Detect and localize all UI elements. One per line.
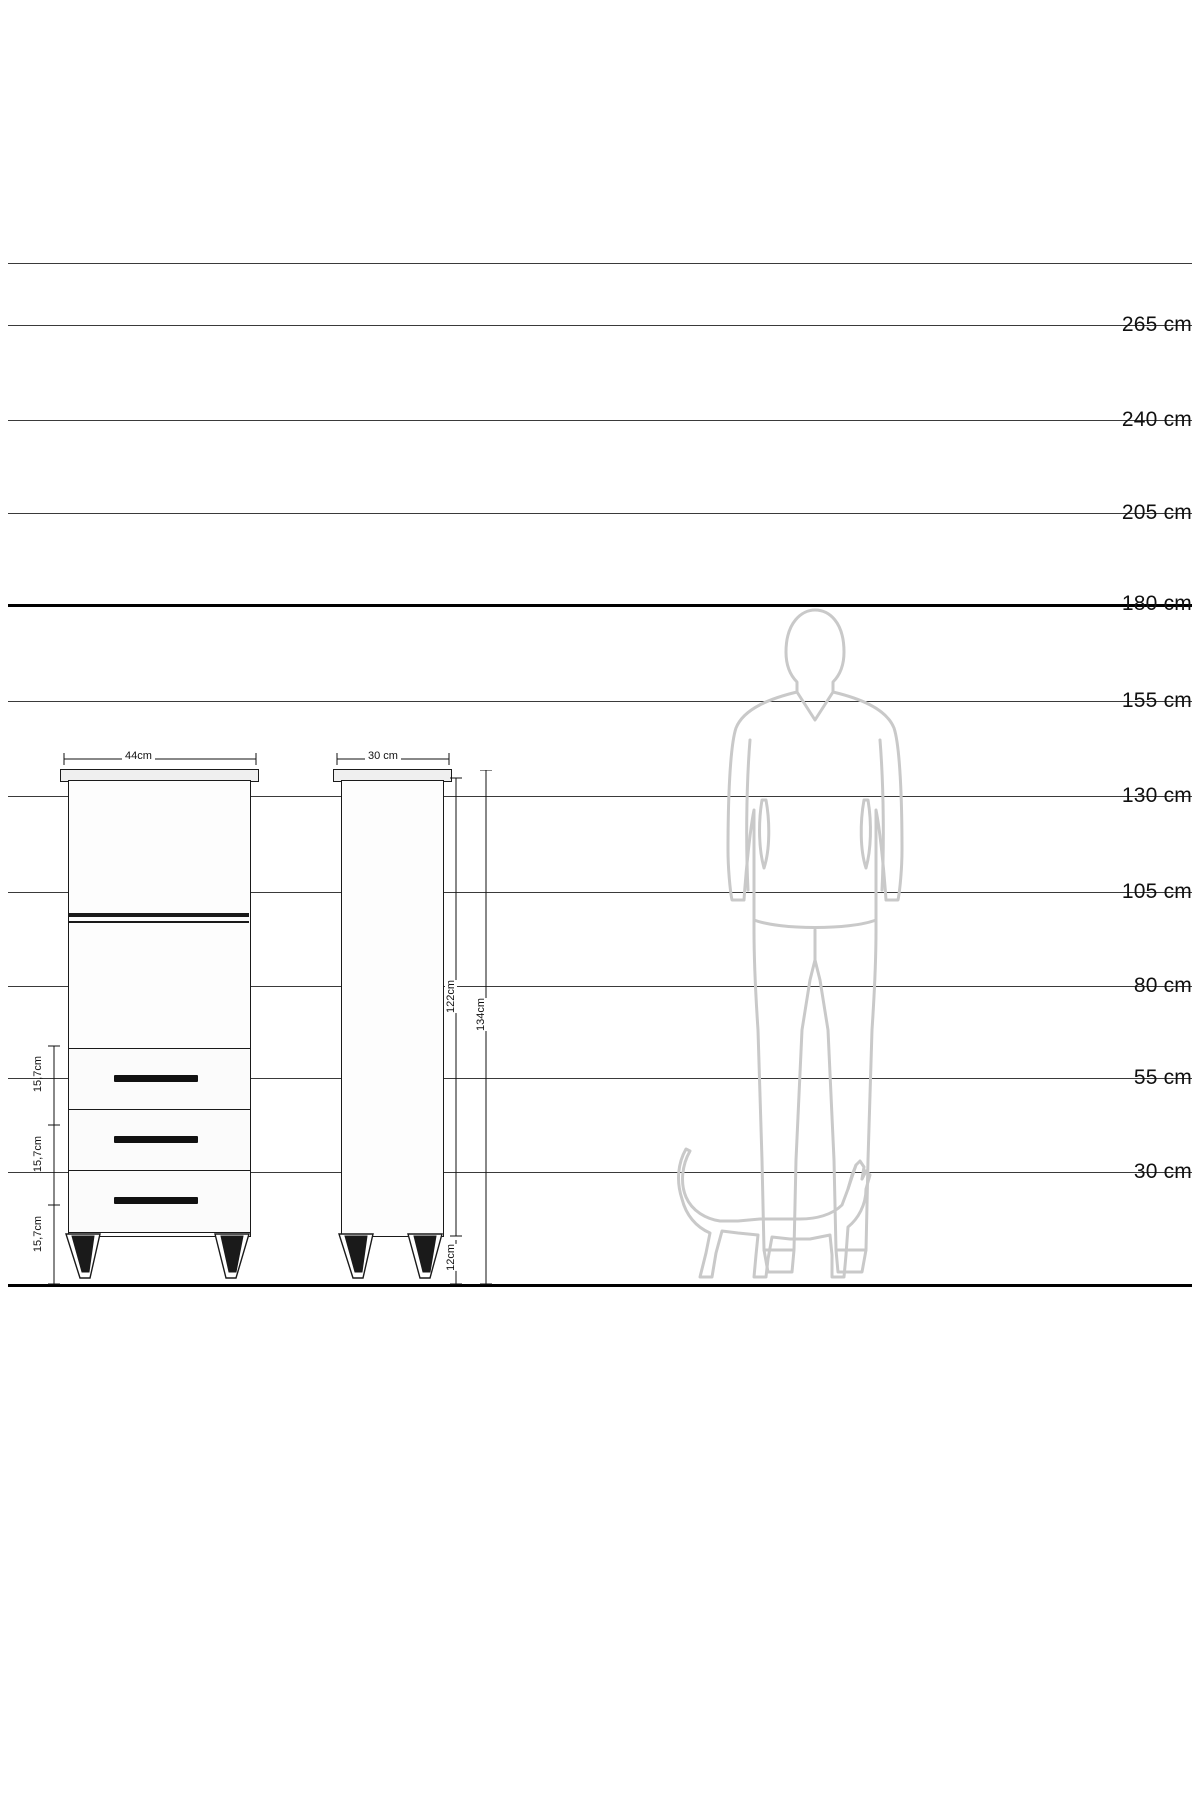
- cabinet-left-legs: [60, 1232, 260, 1287]
- cabinet-right-legs: [333, 1232, 453, 1287]
- scale-label-105: 105 cm: [1121, 880, 1192, 903]
- scale-label-240: 240 cm: [1121, 408, 1192, 431]
- drawer-handle-3: [114, 1197, 198, 1204]
- cabinet-left-shelf-1b: [69, 921, 249, 923]
- scale-label-180: 180 cm: [1121, 592, 1192, 615]
- cabinet-right: [333, 745, 453, 1285]
- scale-label-55: 55 cm: [1133, 1066, 1192, 1089]
- cat-silhouette: [660, 1135, 890, 1290]
- cabinet-right-height-label: 122cm: [445, 980, 457, 1014]
- cabinet-left-width-dimension: [60, 745, 260, 771]
- grid-line-205: [8, 513, 1192, 514]
- cabinet-left-drawer-1: [68, 1048, 251, 1111]
- scale-label-130: 130 cm: [1121, 784, 1192, 807]
- drawer-height-label-3: 15,7cm: [32, 1216, 44, 1253]
- cabinet-left-drawer-2: [68, 1109, 251, 1172]
- grid-line-265: [8, 325, 1192, 326]
- grid-line-240: [8, 420, 1192, 421]
- grid-line-180: [8, 604, 1192, 607]
- drawer-height-label-2: 15,7cm: [32, 1136, 44, 1173]
- scale-label-205: 205 cm: [1121, 501, 1192, 524]
- cabinet-right-leg-height-label: 12cm: [445, 1244, 457, 1271]
- cabinet-right-body: [341, 780, 444, 1237]
- cabinet-right-width-label: 30 cm: [365, 750, 401, 762]
- scale-label-265: 265 cm: [1121, 313, 1192, 336]
- scale-label-155: 155 cm: [1121, 689, 1192, 712]
- drawer-handle-1: [114, 1075, 198, 1082]
- drawer-height-label-1: 15,7cm: [32, 1056, 44, 1093]
- scale-label-30: 30 cm: [1133, 1160, 1192, 1183]
- cabinet-left-width-label: 44cm: [122, 750, 155, 762]
- drawer-dimension-chain: [24, 1040, 64, 1290]
- cabinet-left-shelf-1: [69, 913, 249, 917]
- cabinet-left: [60, 745, 260, 1285]
- drawer-handle-2: [114, 1136, 198, 1143]
- cabinet-right-height-dimensions: [440, 770, 510, 1290]
- cabinet-left-drawer-3: [68, 1170, 251, 1233]
- scale-label-80: 80 cm: [1133, 974, 1192, 997]
- grid-line-top: [8, 263, 1192, 264]
- cabinet-right-total-height-label: 134cm: [475, 998, 487, 1032]
- grid-line-155: [8, 701, 1192, 702]
